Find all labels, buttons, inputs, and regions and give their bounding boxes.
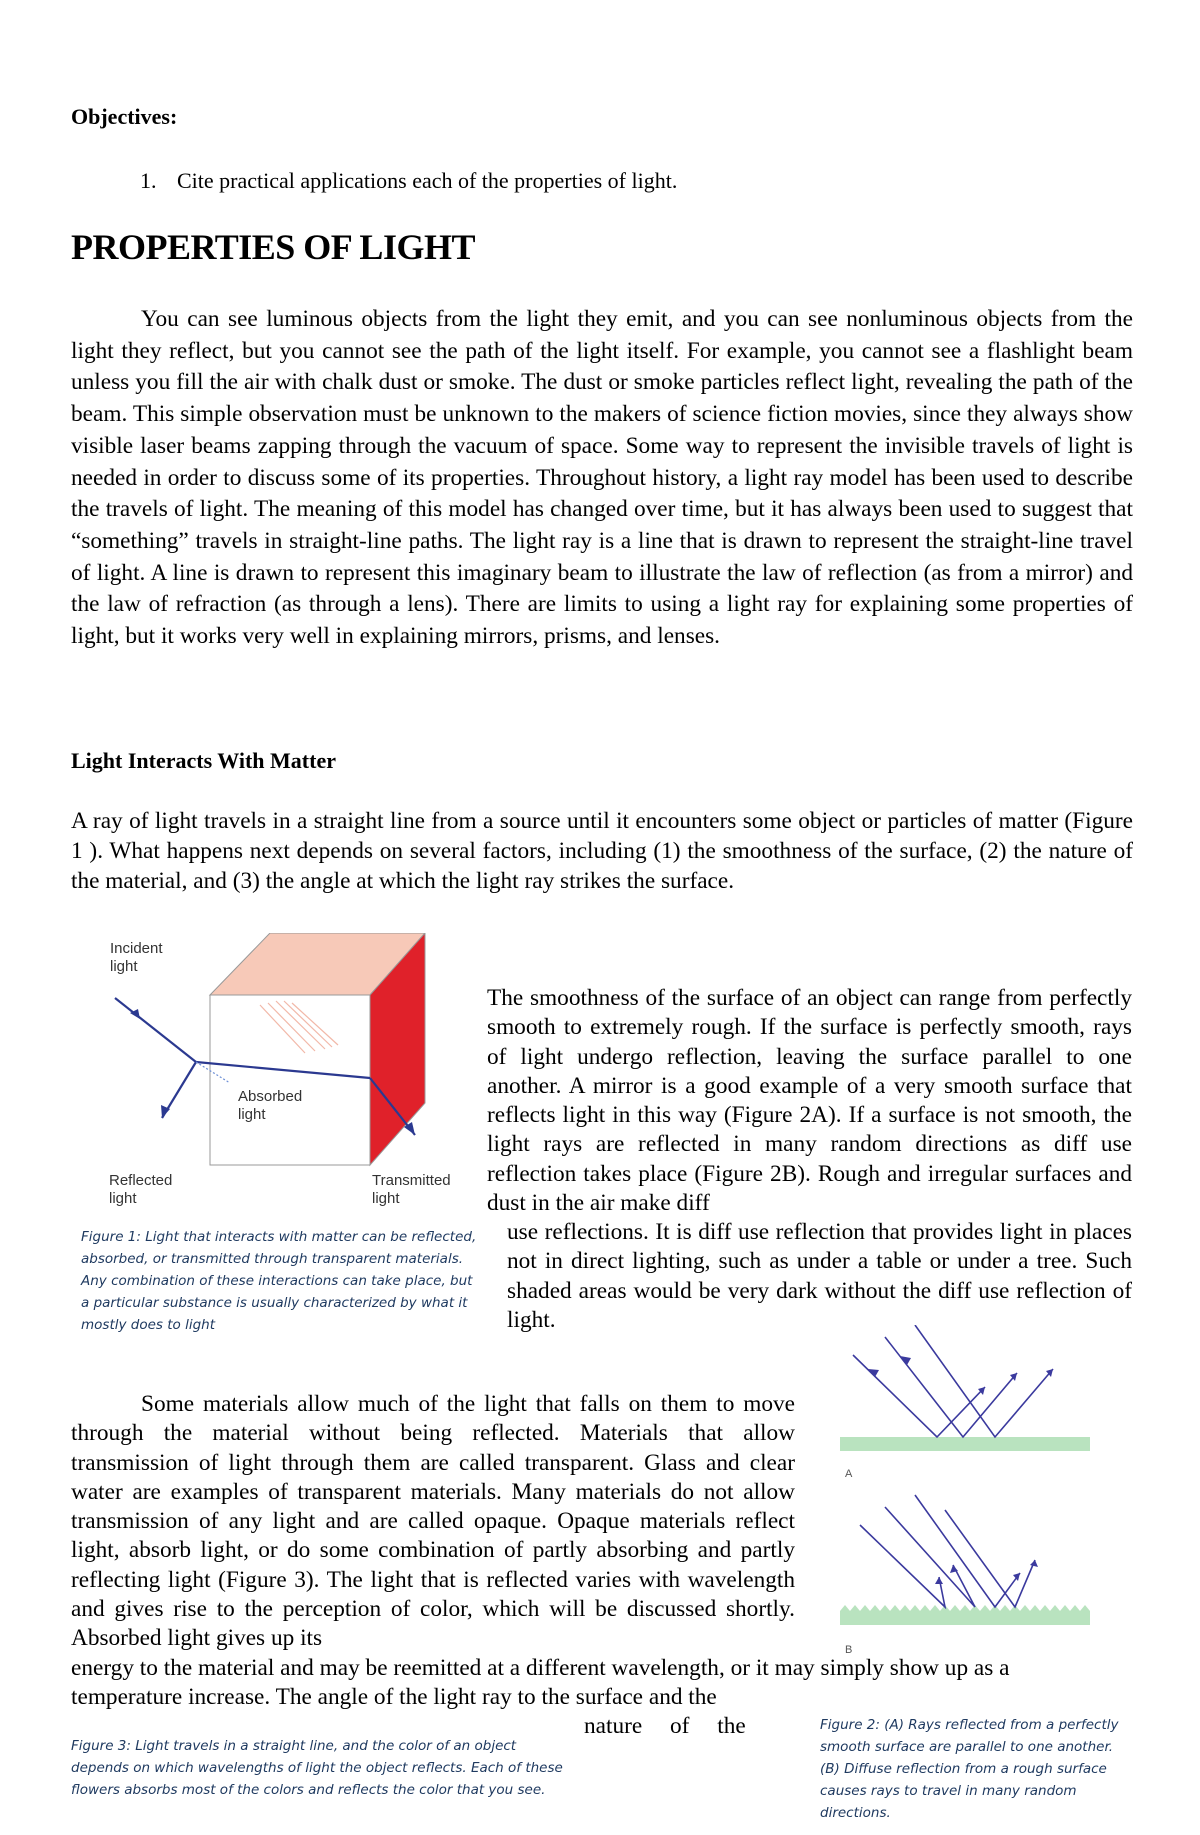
figure-1-caption: Figure 1: Light that interacts with matter can be reflected, absorbed, or transmitted through transparent materials. Any combination of these interactions can take place, but a particular substance is usually characterized by what it mostly does to light [81, 1229, 477, 1333]
transparency-paragraph-line: energy to the material and may be reemitted at a different wavelength, or it may simply show up as a [71, 1655, 1010, 1681]
transparency-paragraph-line-3: nature of the [584, 1713, 746, 1739]
incident-ray [115, 998, 196, 1062]
cube-front-face [210, 995, 370, 1165]
label-figure-2a: A [845, 1468, 853, 1480]
figure-1-diagram [100, 933, 470, 1213]
smoothness-paragraph: The smoothness of the surface of an object can range from perfectly smooth to extremely rough. If the surface is perfectly smooth, rays of light undergo reflection, leaving the surface parallel to one another. A mirror is a good example of a very smooth surface that reflects light in this way (Figure 2A). If a surface is not smooth, the light rays are reflected in many random directions as diff use reflection takes place (Figure 2B). Rough and irregular surfaces and dust in the air make diff [487, 985, 1132, 1217]
label-transmitted: Transmitted [372, 1172, 451, 1189]
figure-2-caption: Figure 2: (A) Rays reflected from a perfectly smooth surface are parallel to one another. (B) Diffuse reflection from a rough surface causes rays to travel in many random directions. [820, 1717, 1119, 1821]
section-paragraph: A ray of light travels in a straight line from a source until it encounters some object or particles of matter (Figure 1 ). What happens next depends on several factors, including (1) the smoothness of the surface, (2) the nature of the material, and (3) the angle at which the light ray strikes the surface. [71, 808, 1133, 894]
objective-text: Cite practical applications each of the properties of light. [177, 168, 678, 193]
smoothness-paragraph-continued: use reflections. It is diff use reflection that provides light in places not in direct lighting, such as under a table or under a tree. Such shaded areas would be very dark without the diff use reflection of light. [507, 1219, 1132, 1333]
label-reflected-light: light [109, 1190, 137, 1207]
intro-paragraph: You can see luminous objects from the light they emit, and you can see nonluminous objects from the light they reflect, but you cannot see the path of the light itself. For example, you cannot see a flashlight beam unless you fill the air with chalk dust or smoke. The dust or smoke particles reflect light, revealing the path of the beam. This simple observation must be unknown to the makers of science fiction movies, since they always show visible laser beams zapping through the vacuum of space. Some way to represent the invisible travels of light is needed in order to discuss some of its properties. Throughout history, a light ray model has been used to describe the travels of light. The meaning of this model has changed over time, but it has always been used to suggest that “something” travels in straight-line paths. The light ray is a line that is drawn to represent the straight-line travel of light. A line is drawn to represent this imaginary beam to illustrate the law of reflection (as from a mirror) and the law of refraction (as through a lens). There are limits to using a light ray for explaining some properties of light, but it works very well in explaining mirrors, prisms, and lenses. [71, 306, 1133, 650]
diffuse-rays [860, 1495, 1035, 1607]
transparency-paragraph-line-2: temperature increase. The angle of the light ray to the surface and the [71, 1684, 717, 1710]
label-figure-2b: B [845, 1644, 853, 1656]
objective-item [140, 168, 677, 194]
label-incident-light: light [110, 958, 138, 975]
page-title: PROPERTIES OF LIGHT [71, 227, 475, 267]
specular-rays [853, 1325, 1053, 1437]
rough-surface [840, 1605, 1090, 1625]
label-reflected: Reflected [109, 1172, 173, 1189]
figure-3-caption: Figure 3: Light travels in a straight line, and the color of an object depends on which wavelengths of light the object reflects. Each of these flowers absorbs most of the colors and reflects the color that you see. [71, 1738, 563, 1798]
label-absorbed-light: light [238, 1106, 266, 1123]
objectives-heading: Objectives: [71, 104, 178, 129]
label-transmitted-light: light [372, 1190, 400, 1207]
figure-2-diagram [835, 1325, 1105, 1695]
section-heading: Light Interacts With Matter [71, 748, 336, 773]
label-incident: Incident [110, 940, 163, 957]
smooth-surface [840, 1437, 1090, 1451]
label-absorbed: Absorbed [238, 1088, 303, 1105]
transparency-paragraph: Some materials allow much of the light that falls on them to move through the material without being reflected. Materials that allow transmission of light through them are called transparent. Glass and clear water are examples of transparent materials. Many materials do not allow transmission of any light and are called opaque. Opaque materials reflect light, absorb light, or do some combination of partly absorbing and partly reflecting light (Figure 3). The light that is reflected varies with wavelength and gives rise to the perception of color, which will be discussed shortly. Absorbed light gives up its [71, 1391, 795, 1652]
objective-number: 1. [140, 168, 157, 193]
